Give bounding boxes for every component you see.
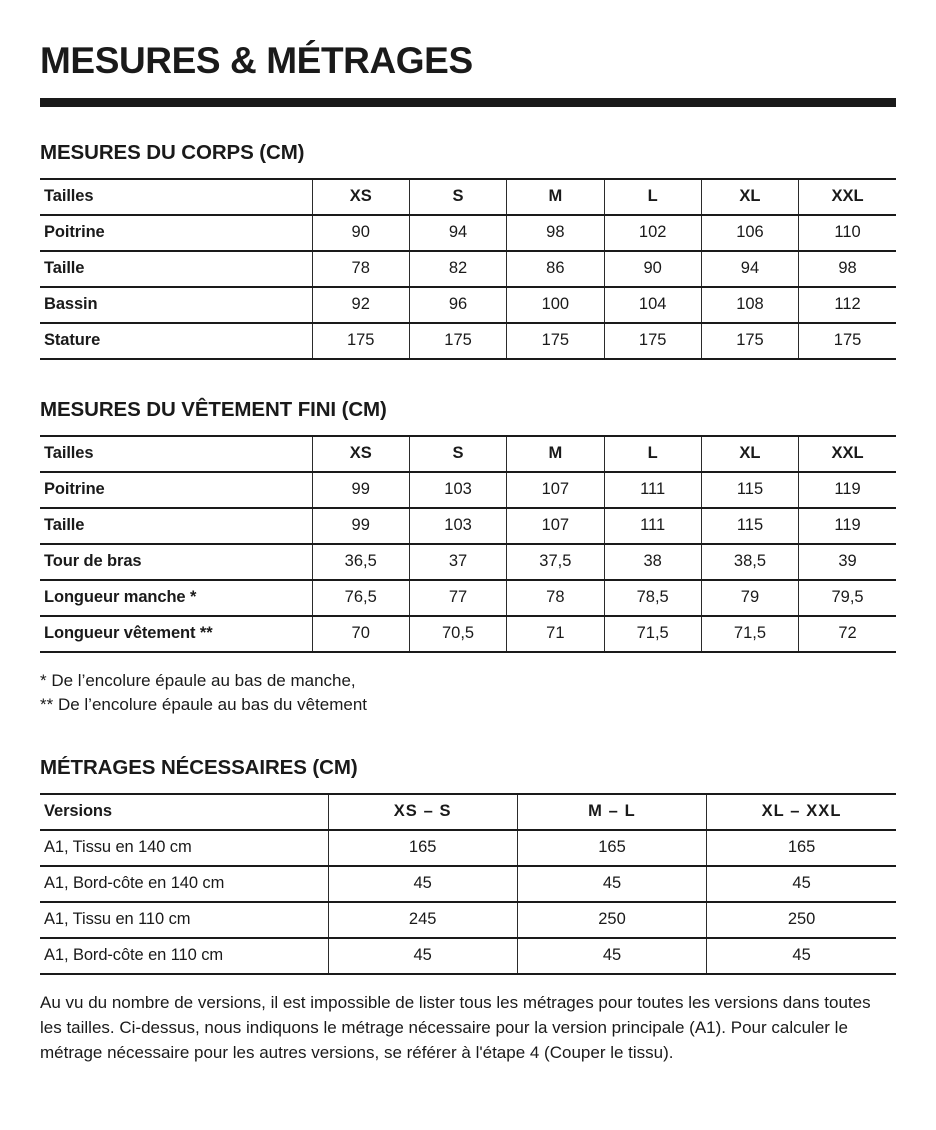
table-yardage xyxy=(40,793,896,975)
cell-value: 38,5 xyxy=(701,544,798,580)
column-header-xs: XS xyxy=(312,179,409,215)
cell-value: 71,5 xyxy=(604,616,701,652)
cell-value: 45 xyxy=(328,938,517,974)
table-row xyxy=(40,616,896,652)
footnote-single-asterisk: * De l’encolure épaule au bas de manche, xyxy=(40,671,356,690)
cell-value: 102 xyxy=(604,215,701,251)
section-heading-finished-garment: MESURES DU VÊTEMENT FINI (CM) xyxy=(40,398,387,421)
table-row xyxy=(40,215,896,251)
table-header-row xyxy=(40,179,896,215)
cell-value: 78,5 xyxy=(604,580,701,616)
cell-value: 96 xyxy=(409,287,506,323)
cell-value: 72 xyxy=(799,616,896,652)
row-label: Poitrine xyxy=(40,472,312,508)
cell-value: 165 xyxy=(707,830,896,866)
cell-value: 70,5 xyxy=(409,616,506,652)
cell-value: 175 xyxy=(507,323,604,359)
row-label: A1, Bord-côte en 140 cm xyxy=(40,866,328,902)
cell-value: 250 xyxy=(517,902,706,938)
row-label: Longueur vêtement ** xyxy=(40,616,312,652)
column-header-xxl: XXL xyxy=(799,436,896,472)
column-header-xs-s: XS – S xyxy=(328,794,517,830)
row-label: Taille xyxy=(40,508,312,544)
footnotes-finished-garment xyxy=(40,669,896,717)
row-label: Stature xyxy=(40,323,312,359)
cell-value: 108 xyxy=(701,287,798,323)
sizes-header: Tailles xyxy=(40,436,312,472)
table-body xyxy=(40,215,896,359)
cell-value: 98 xyxy=(507,215,604,251)
column-header-s: S xyxy=(409,179,506,215)
section-heading-body-measures: MESURES DU CORPS (CM) xyxy=(40,141,305,164)
table-body xyxy=(40,830,896,974)
cell-value: 165 xyxy=(517,830,706,866)
cell-value: 94 xyxy=(409,215,506,251)
table-row xyxy=(40,323,896,359)
cell-value: 250 xyxy=(707,902,896,938)
cell-value: 38 xyxy=(604,544,701,580)
cell-value: 71,5 xyxy=(701,616,798,652)
sizes-header: Tailles xyxy=(40,179,312,215)
cell-value: 103 xyxy=(409,472,506,508)
row-label: A1, Bord-côte en 110 cm xyxy=(40,938,328,974)
column-header-l: L xyxy=(604,436,701,472)
column-header-s: S xyxy=(409,436,506,472)
cell-value: 78 xyxy=(312,251,409,287)
cell-value: 82 xyxy=(409,251,506,287)
versions-header: Versions xyxy=(40,794,328,830)
column-header-xl-xxl: XL – XXL xyxy=(707,794,896,830)
column-header-l: L xyxy=(604,179,701,215)
column-header-m: M xyxy=(507,436,604,472)
cell-value: 165 xyxy=(328,830,517,866)
cell-value: 37,5 xyxy=(507,544,604,580)
cell-value: 45 xyxy=(707,938,896,974)
cell-value: 90 xyxy=(312,215,409,251)
column-header-xxl: XXL xyxy=(799,179,896,215)
cell-value: 106 xyxy=(701,215,798,251)
cell-value: 175 xyxy=(604,323,701,359)
cell-value: 175 xyxy=(312,323,409,359)
table-row xyxy=(40,508,896,544)
cell-value: 79,5 xyxy=(799,580,896,616)
cell-value: 175 xyxy=(409,323,506,359)
table-header xyxy=(40,794,896,830)
table-header xyxy=(40,436,896,472)
cell-value: 99 xyxy=(312,472,409,508)
cell-value: 70 xyxy=(312,616,409,652)
cell-value: 92 xyxy=(312,287,409,323)
cell-value: 79 xyxy=(701,580,798,616)
row-label: Bassin xyxy=(40,287,312,323)
cell-value: 45 xyxy=(517,866,706,902)
table-row xyxy=(40,938,896,974)
cell-value: 115 xyxy=(701,508,798,544)
row-label: Tour de bras xyxy=(40,544,312,580)
cell-value: 111 xyxy=(604,508,701,544)
column-header-xl: XL xyxy=(701,436,798,472)
cell-value: 175 xyxy=(701,323,798,359)
cell-value: 45 xyxy=(707,866,896,902)
table-row xyxy=(40,287,896,323)
cell-value: 90 xyxy=(604,251,701,287)
cell-value: 94 xyxy=(701,251,798,287)
cell-value: 100 xyxy=(507,287,604,323)
table-body-measures xyxy=(40,178,896,360)
page-title: MESURES & MÉTRAGES xyxy=(40,40,473,81)
table-header xyxy=(40,179,896,215)
column-header-m: M xyxy=(507,179,604,215)
cell-value: 45 xyxy=(517,938,706,974)
column-header-xl: XL xyxy=(701,179,798,215)
table-row xyxy=(40,902,896,938)
table-row xyxy=(40,544,896,580)
table-finished-garment xyxy=(40,435,896,653)
footnote-double-asterisk: ** De l’encolure épaule au bas du vêtement xyxy=(40,695,367,715)
cell-value: 119 xyxy=(799,472,896,508)
cell-value: 245 xyxy=(328,902,517,938)
cell-value: 119 xyxy=(799,508,896,544)
row-label: Taille xyxy=(40,251,312,287)
cell-value: 37 xyxy=(409,544,506,580)
cell-value: 98 xyxy=(799,251,896,287)
cell-value: 71 xyxy=(507,616,604,652)
column-header-xs: XS xyxy=(312,436,409,472)
title-divider xyxy=(40,98,896,107)
cell-value: 115 xyxy=(701,472,798,508)
cell-value: 76,5 xyxy=(312,580,409,616)
cell-value: 107 xyxy=(507,472,604,508)
cell-value: 104 xyxy=(604,287,701,323)
table-row xyxy=(40,830,896,866)
table-header-row xyxy=(40,794,896,830)
row-label: A1, Tissu en 140 cm xyxy=(40,830,328,866)
cell-value: 110 xyxy=(799,215,896,251)
table-body xyxy=(40,472,896,652)
cell-value: 77 xyxy=(409,580,506,616)
cell-value: 99 xyxy=(312,508,409,544)
table-row xyxy=(40,580,896,616)
cell-value: 107 xyxy=(507,508,604,544)
cell-value: 36,5 xyxy=(312,544,409,580)
table-row xyxy=(40,472,896,508)
cell-value: 112 xyxy=(799,287,896,323)
column-header-m-l: M – L xyxy=(517,794,706,830)
table-row xyxy=(40,251,896,287)
yardage-note: Au vu du nombre de versions, il est impossible de lister tous les métrages pour toutes les versions dans toutes les tailles. Ci-dessus, nous indiquons le métrage nécessaire pour la version principale (A1). Pour calculer le métrage nécessaire pour les autres versions, se référer à l'étape 4 (Couper le tissu). xyxy=(40,993,871,1062)
section-heading-yardage: MÉTRAGES NÉCESSAIRES (CM) xyxy=(40,756,358,780)
table-row xyxy=(40,866,896,902)
cell-value: 39 xyxy=(799,544,896,580)
cell-value: 45 xyxy=(328,866,517,902)
cell-value: 111 xyxy=(604,472,701,508)
cell-value: 175 xyxy=(799,323,896,359)
table-header-row xyxy=(40,436,896,472)
cell-value: 86 xyxy=(507,251,604,287)
row-label: A1, Tissu en 110 cm xyxy=(40,902,328,938)
row-label: Poitrine xyxy=(40,215,312,251)
cell-value: 78 xyxy=(507,580,604,616)
row-label: Longueur manche * xyxy=(40,580,312,616)
cell-value: 103 xyxy=(409,508,506,544)
